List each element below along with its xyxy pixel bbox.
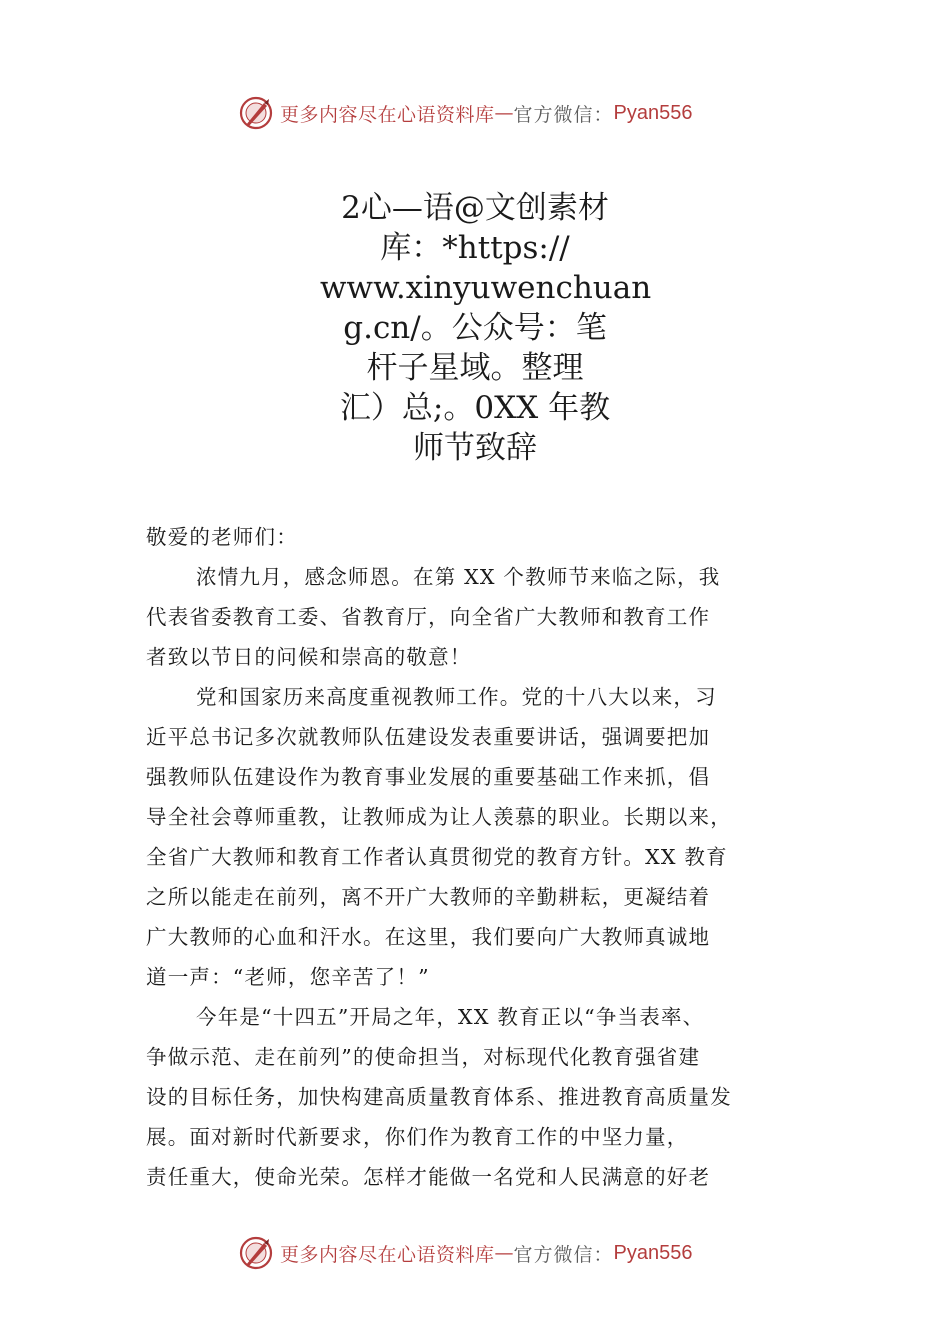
title-line: g.cn/。公众号：笔	[343, 310, 607, 346]
salutation: 敬爱的老师们：	[146, 525, 298, 549]
title-line: www.xinyuwenchuan	[320, 270, 652, 306]
header-banner-dash: —	[494, 102, 514, 124]
footer-banner-text: 更多内容尽在心语资料库	[280, 1243, 495, 1266]
paragraph-line: 设的目标任务，加快构建高质量教育体系、推进教育高质量发	[146, 1085, 732, 1109]
paragraph-line: 代表省委教育工委、省教育厅，向全省广大教师和教育工作	[146, 605, 711, 629]
paragraph-line: 导全社会尊师重教，让教师成为让人羡慕的职业。长期以来，	[146, 805, 732, 829]
title-line: 2心—语@文创素材	[341, 190, 609, 226]
quill-seal-icon	[238, 95, 274, 131]
footer-banner	[238, 1233, 758, 1273]
paragraph-line: 强教师队伍建设作为教育事业发展的重要基础工作来抓，倡	[146, 765, 711, 789]
header-wechat-label: 官方微信：	[513, 103, 614, 126]
paragraph-line: 展。面对新时代新要求，你们作为教育工作的中坚力量，	[146, 1125, 689, 1149]
paragraph-line: 道一声：“老师，您辛苦了！”	[146, 965, 430, 989]
document-title	[320, 188, 652, 468]
document-body	[146, 517, 818, 1197]
footer-wechat-id: Pyan556	[613, 1241, 693, 1264]
quill-seal-icon	[238, 1235, 274, 1271]
paragraph-line: 浓情九月，感念师恩。在第 XX 个教师节来临之际，我	[196, 565, 721, 589]
header-banner-text: 更多内容尽在心语资料库	[280, 103, 495, 126]
title-line: 汇）总;。0XX 年教	[339, 390, 611, 426]
title-line: 库：*https://	[380, 230, 570, 266]
paragraph-line: 党和国家历来高度重视教师工作。党的十八大以来，习	[196, 685, 717, 709]
paragraph-line: 全省广大教师和教育工作者认真贯彻党的教育方针。XX 教育	[146, 845, 728, 869]
paragraph-line: 近平总书记多次就教师队伍建设发表重要讲话，强调要把加	[146, 725, 711, 749]
paragraph-line: 争做示范、走在前列”的使命担当，对标现代化教育强省建	[146, 1045, 701, 1069]
paragraph-line: 之所以能走在前列，离不开广大教师的辛勤耕耘，更凝结着	[146, 885, 711, 909]
paragraph-line: 责任重大，使命光荣。怎样才能做一名党和人民满意的好老	[146, 1165, 711, 1189]
header-banner	[238, 93, 758, 133]
paragraph-line: 广大教师的心血和汗水。在这里，我们要向广大教师真诚地	[146, 925, 711, 949]
paragraph-line: 今年是“十四五”开局之年，XX 教育正以“争当表率、	[196, 1005, 705, 1029]
title-line: 杆子星域。整理	[366, 350, 584, 386]
paragraph-line: 者致以节日的问候和崇高的敬意！	[146, 645, 472, 669]
footer-banner-dash: —	[494, 1242, 514, 1264]
header-wechat-id: Pyan556	[613, 101, 693, 124]
footer-wechat-label: 官方微信：	[513, 1243, 614, 1266]
title-line: 师节致辞	[413, 430, 537, 466]
